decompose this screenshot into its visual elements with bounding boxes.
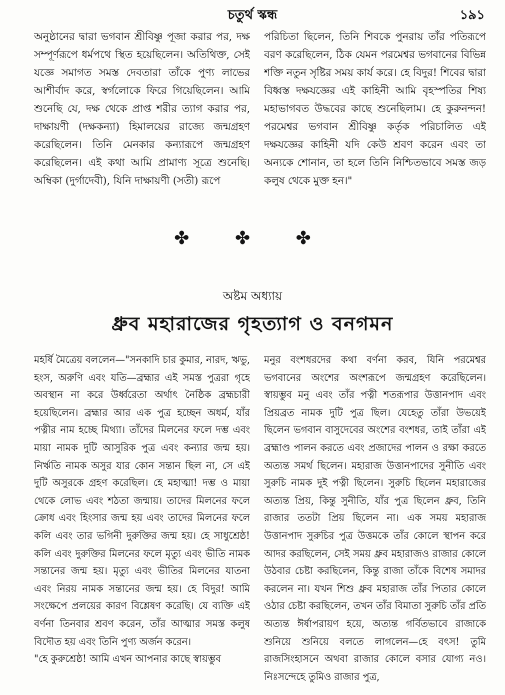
chapter-label: অষ্টম অধ্যায় xyxy=(222,289,283,303)
top-left-column: অনুষ্ঠানের দ্বারা ভগবান শ্রীবিষ্ণু পূজা করার পর, দক্ষ সম্পূর্ণরূপে ধর্মপথে স্থিত হয়েছিলেন। অতিথিক্ত, সেই যজ্ঞে সমাগত সমস্ত দেবতারা তাঁকে পুণ্য লাভের আশীর্বাদ করে, স্বর্গলোকে ফিরে গিয়েছিলেন। আমি শুনেছি যে, দক্ষ থেকে প্রাপ্ত শরীর ত্যাগ করার পর, দাক্ষায়ণী (দক্ষকন্যা) হিমালয়ের রাজ্যে জন্মগ্রহণ করেছিলেন। তিনি মেনকার কন্যারূপে জন্মগ্রহণ করেছিলেন। এই কথা আমি প্রামাণ্য সূত্রে শুনেছি। অম্বিকা (দুর্গাদেবী), যিনি দাক্ষায়ণী (সতী) রূপে xyxy=(34,31,250,187)
running-header: চতুর্থ স্কন্ধ xyxy=(227,8,278,23)
chapter-title: ধ্রুব মহারাজের গৃহত্যাগ ও বনগমন xyxy=(111,313,394,335)
bottom-left-column: মহর্ষি মৈত্রেয় বললেন—"সনকাদি চার কুমার, নারদ, ঋভু, হংস, অরুণি এবং যতি—ব্রহ্মার এই সমস্ত পুত্ররা গৃহে অবস্থান না করে উর্ধ্বরেতা অর্থাৎ নৈষ্ঠিক ব্রহ্মচারী হয়েছিলেন। ব্রহ্মার আর এক পুত্র হচ্ছেন অধর্ম, যাঁর পত্নীর নাম হচ্ছে মিথ্যা। তাঁদের মিলনের ফলে দম্ভ এবং মায়া নামক দুটি আসুরিক পুত্র এবং কন্যার জন্ম হয়। নির্ঋতি নামক অসুর যার কোন সন্তান ছিল না, সে এই দুটি অসুরকে গ্রহণ করেছিল। হে মহাত্মা! দম্ভ ও মায়া থেকে লোভ এবং শঠতা জন্মায়। তাদের মিলনের ফলে ক্রোধ এবং হিংসার জন্ম হয় এবং তাদের মিলনের ফলে কলি এবং তার ভগিনী দুরুক্তির জন্ম হয়। হে সাধুশ্রেষ্ঠ! কলি এবং দুরুক্তির মিলনের ফলে মৃত্যু এবং ভীতি নামক সন্তানের জন্ম হয়। মৃত্যু এবং ভীতির মিলনের যাতনা এবং নিরয় নামক সন্তানের জন্ম হয়। হে বিদুর! আমি সংক্ষেপে প্রলয়ের কারণ বিশ্লেষণ করেছি। যে ব্যক্তি এই বর্ণনা তিনবার শ্রবণ করেন, তাঁর আত্মার সমস্ত কলুষ বিদৌত হয় এবং তিনি পুণ্য অর্জন করেন। "হে কুরুশ্রেষ্ঠ! আমি এখন আপনার কাছে স্বায়ম্ভুব xyxy=(34,355,250,666)
top-right-column: পরিচিতা ছিলেন, তিনি শিবকে পুনরায় তাঁর পতিরূপে বরণ করেছিলেন, ঠিক যেমন পরমেশ্বর ভগবানের বিভিন্ন শক্তি নতুন সৃষ্টির সময় কার্য করে। হে বিদুর! শিবের দ্বারা বিধ্বস্ত দক্ষযজ্ঞের এই কাহিনী আমি বৃহস্পতির শিষ্য মহাভাগবত উদ্ধবের কাছে শুনেছিলাম। হে কুরুনন্দন! পরমেশ্বর ভগবান শ্রীবিষ্ণু কর্তৃক পরিচালিত এই দক্ষযজ্ঞের কাহিনী যদি কেউ শ্রবণ করেন এবং তা অন্যকে শোনান, তা হলে তিনি নিশ্চিতভাবে সমস্ত জড় কলুষ থেকে মুক্ত হন।" xyxy=(264,31,486,187)
bottom-right-column: মনুর বংশধরদের কথা বর্ণনা করব, যিনি পরমেশ্বর ভগবানের অংশের অংশরূপে জন্মগ্রহণ করেছিলেন। স্বায়ম্ভুব মনু এবং তাঁর পত্নী শতরূপার উত্তানপাদ এবং প্রিয়ব্রত নামক দুটি পুত্র ছিল। যেহেতু তাঁরা উভয়েই ছিলেন ভগবান বাসুদেবের অংশের বংশধর, তাই তাঁরা এই ব্রহ্মাণ্ড পালন করতে এবং প্রজাদের পালন ও রক্ষা করতে অত্যন্ত সমর্থ ছিলেন। মহারাজ উত্তানপাদের সুনীতি এবং সুরুচি নামক দুই পত্নী ছিলেন। সুরুচি ছিলেন মহারাজের অত্যন্ত প্রিয়, কিন্তু সুনীতি, যাঁর পুত্র ছিলেন ধ্রুব, তিনি রাজার ততটা প্রিয় ছিলেন না। এক সময় মহারাজ উত্তানপাদ সুরুচির পুত্র উত্তমকে তাঁর কোলে স্থাপন করে আদর করছিলেন, সেই সময় ধ্রুব মহারাজও রাজার কোলে উঠবার চেষ্টা করছিলেন, কিন্তু রাজা তাঁকে বিশেষ সমাদর করলেন না। যখন শিশু ধ্রুব মহারাজ তাঁর পিতার কোলে ওঠার চেষ্টা করছিলেন, তখন তাঁর বিমাতা সুরুচি তাঁর প্রতি অত্যন্ত ঈর্ষাপরায়ণ হয়ে, অত্যন্ত গর্বিতভাবে রাজাকে শুনিয়ে শুনিয়ে বলতে লাগলেন—হে বৎস! তুমি রাজসিংহাসনে অথবা রাজার কোলে বসার যোগ্য নও। নিঃসন্দেহে তুমিও রাজার পুত্র, xyxy=(264,355,486,683)
page-number: ১৯১ xyxy=(459,8,485,23)
ornament-divider: ✤ ✤ ✤ xyxy=(174,228,331,249)
